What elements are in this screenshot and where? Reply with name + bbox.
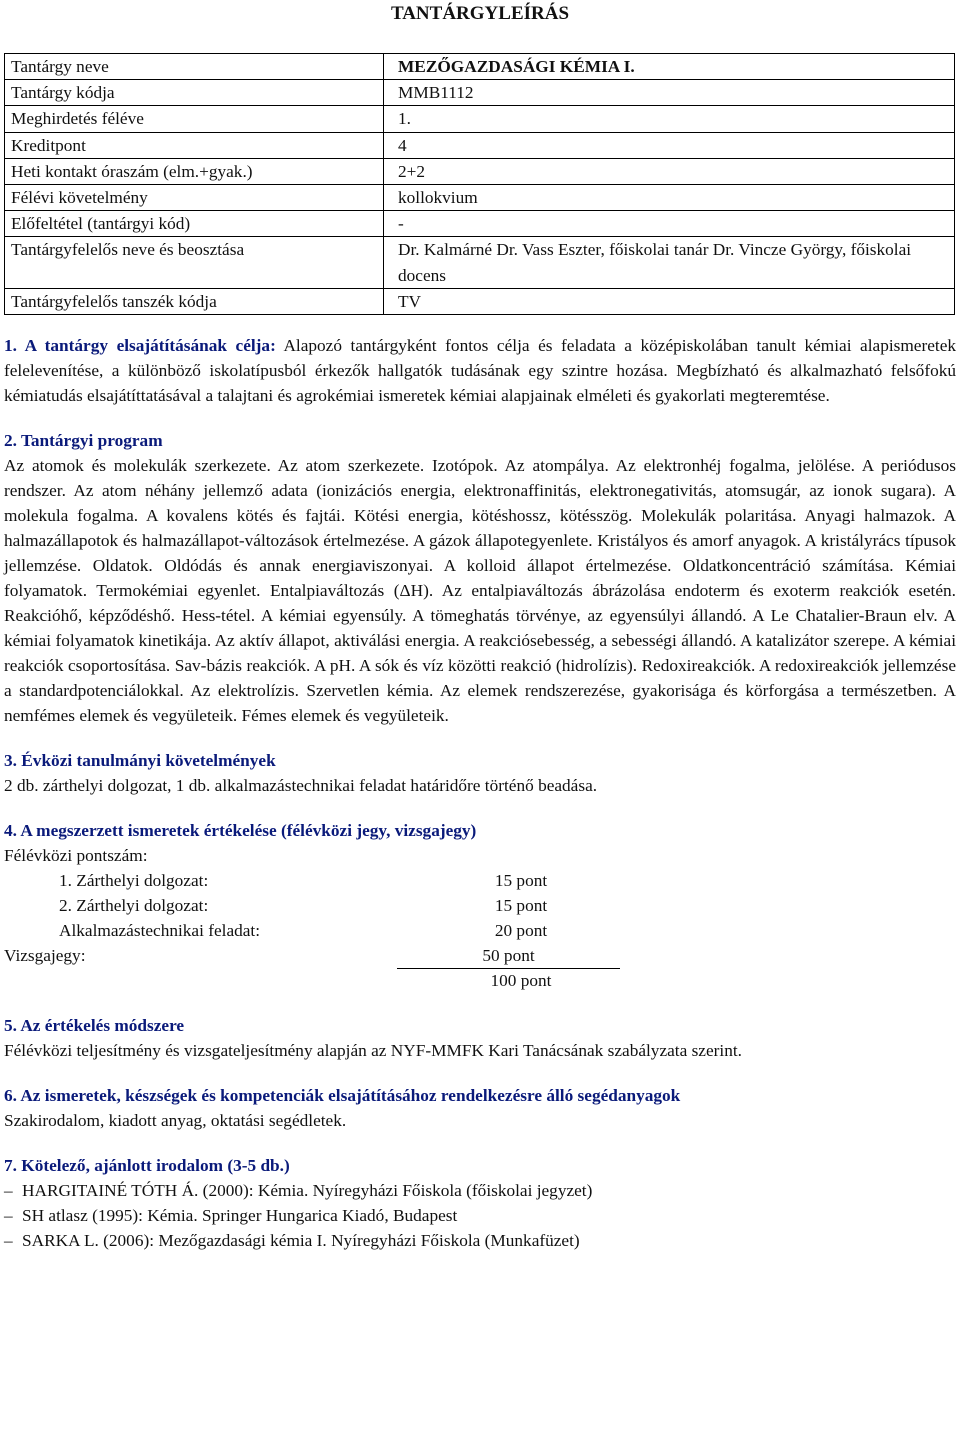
score-row <box>4 868 569 893</box>
dash-icon: – <box>4 1206 13 1226</box>
info-row <box>5 158 955 184</box>
info-value: Dr. Kalmárné Dr. Vass Eszter, főiskolai tanár Dr. Vincze György, főiskolai docens <box>384 237 955 288</box>
info-row <box>5 132 955 158</box>
info-row <box>5 106 955 132</box>
score-points: 15 pont <box>494 896 548 916</box>
section-3-heading: 3. Évközi tanulmányi követelmények <box>4 751 276 771</box>
literature-item <box>4 1203 956 1228</box>
info-value: TV <box>384 288 955 314</box>
info-row <box>5 80 955 106</box>
info-value: MMB1112 <box>384 80 955 106</box>
literature-list <box>4 1178 956 1253</box>
section-4-subheading: Félévközi pontszám: <box>4 846 148 866</box>
total-row <box>4 968 956 993</box>
section-6-heading: 6. Az ismeretek, készségek és kompetenciák elsajátításához rendelkezésre álló segédanyagok <box>4 1086 681 1106</box>
score-row <box>4 893 569 918</box>
score-label: Alkalmazástechnikai feladat: <box>59 921 261 941</box>
exam-label: Vizsgajegy: <box>4 946 86 966</box>
literature-item <box>4 1178 956 1203</box>
literature-text: SARKA L. (2006): Mezőgazdasági kémia I. Nyíregyházi Főiskola (Munkafüzet) <box>22 1231 580 1251</box>
info-key: Meghirdetés féléve <box>5 106 384 132</box>
score-points: 15 pont <box>494 871 548 891</box>
info-value: - <box>384 211 955 237</box>
document-page <box>4 0 956 1253</box>
info-key: Heti kontakt óraszám (elm.+gyak.) <box>5 158 384 184</box>
info-value: MEZŐGAZDASÁGI KÉMIA I. <box>384 54 955 80</box>
section-1 <box>4 333 956 408</box>
section-1-number: 1. <box>4 336 17 356</box>
info-value: kollokvium <box>384 185 955 211</box>
info-key: Előfeltétel (tantárgyi kód) <box>5 211 384 237</box>
score-points: 20 pont <box>494 921 548 941</box>
info-key: Tantárgyfelelős neve és beosztása <box>5 237 384 288</box>
info-key: Tantárgy neve <box>5 54 384 80</box>
section-7-heading: 7. Kötelező, ajánlott irodalom (3-5 db.) <box>4 1156 290 1176</box>
info-key: Kreditpont <box>5 132 384 158</box>
info-key: Tantárgyfelelős tanszék kódja <box>5 288 384 314</box>
section-2-text: Az atomok és molekulák szerkezete. Az atom szerkezete. Izotópok. Az atompálya. Az elektronhéj fogalma, jelölése. A periódusos rendszer. Az atom néhány jellemző adata (ionizációs energia, elektronaffinitás, elektronegativitás, atomsugár, az ionok sugara). A molekula fogalma. A kovalens kötés és fajtái. Kötési energia, kötéshossz, kötésszög. Molekulák polaritása. Anyagi halmazok. A halmazállapotok és halmazállapot-változások értelmezése. A gázok állapotegyenlete. Kristályos és amorf anyagok. A kristályrács típusok jellemzése. Oldatok. Oldódás és annak energiaviszonyai. A kolloid állapot értelmezése. Oldatkoncentráció számítása. Kémiai folyamatok. Termokémiai egyenlet. Entalpiaváltozás (ΔH). Az entalpiaváltozás ábrázolása endoterm és exoterm reakciók esetén. Reakcióhő, képződéshő. Hess-tétel. A kémiai egyensúly. A tömeghatás törvénye, az egyensúlyi állandó. A Le Chatalier-Braun elv. A kémiai folyamatok kinetikája. Az aktív állapot, aktiválási energia. A reakciósebesség, a sebességi állandó. A katalizátor szerepe. A kémiai reakciók csoportosítása. Sav-bázis reakciók. A pH. A sók és víz közötti reakció (hidrolízis). Redoxireakciók. A redoxireakciók jellemzése a standardpotenciálokkal. Az elektrolízis. Szervetlen kémia. Az elemek rendszerezése, gyakorisága és körforgása a természetben. A nemfémes elemek és vegyületeik. Fémes elemek és vegyületeik. <box>4 456 956 726</box>
info-key: Félévi követelmény <box>5 185 384 211</box>
section-1-heading: A tantárgy elsajátításának célja: <box>24 336 276 356</box>
dash-icon: – <box>4 1181 13 1201</box>
score-row <box>4 918 569 943</box>
section-5-text: Félévközi teljesítmény és vizsgateljesítmény alapján az NYF-MMFK Kari Tanácsának szabályzata szerint. <box>4 1041 742 1061</box>
literature-text: SH atlasz (1995): Kémia. Springer Hungarica Kiadó, Budapest <box>22 1206 458 1226</box>
total-points: 100 pont <box>490 971 552 991</box>
section-4-heading: 4. A megszerzett ismeretek értékelése (félévközi jegy, vizsgajegy) <box>4 821 477 841</box>
info-value: 2+2 <box>384 158 955 184</box>
info-row <box>5 237 955 288</box>
info-key: Tantárgy kódja <box>5 80 384 106</box>
section-6-text: Szakirodalom, kiadott anyag, oktatási segédletek. <box>4 1111 347 1131</box>
info-value: 1. <box>384 106 955 132</box>
info-row <box>5 185 955 211</box>
exam-points: 50 pont <box>397 943 620 969</box>
section-1-text: Alapozó tantárgyként fontos célja és feladata a középiskolában tanult kémiai alapismeretek felelevenítése, a különböző iskolatípusból érkezők hallgatók tudásának egy szintre hozása. Megbízható és alkalmazható felsőfokú kémiatudás elsajátíttatásával a talajtani és agrokémiai ismeretek kémiai alapjainak elméleti és gyakorlati megteremtése. <box>4 336 957 406</box>
info-row <box>5 54 955 80</box>
dash-icon: – <box>4 1231 13 1251</box>
score-label: 1. Zárthelyi dolgozat: <box>59 871 209 891</box>
section-3-text: 2 db. zárthelyi dolgozat, 1 db. alkalmazástechnikai feladat határidőre történő beadása. <box>4 776 598 796</box>
section-2-heading: 2. Tantárgyi program <box>4 431 163 451</box>
section-5-heading: 5. Az értékelés módszere <box>4 1016 185 1036</box>
score-table <box>4 868 569 943</box>
info-value: 4 <box>384 132 955 158</box>
course-info-table <box>4 53 955 315</box>
literature-text: HARGITAINÉ TÓTH Á. (2000): Kémia. Nyíregyházi Főiskola (főiskolai jegyzet) <box>22 1181 593 1201</box>
literature-item <box>4 1228 956 1253</box>
info-row <box>5 211 955 237</box>
document-title: TANTÁRGYLEÍRÁS <box>390 3 570 24</box>
info-row <box>5 288 955 314</box>
score-label: 2. Zárthelyi dolgozat: <box>59 896 209 916</box>
exam-row <box>4 943 956 968</box>
